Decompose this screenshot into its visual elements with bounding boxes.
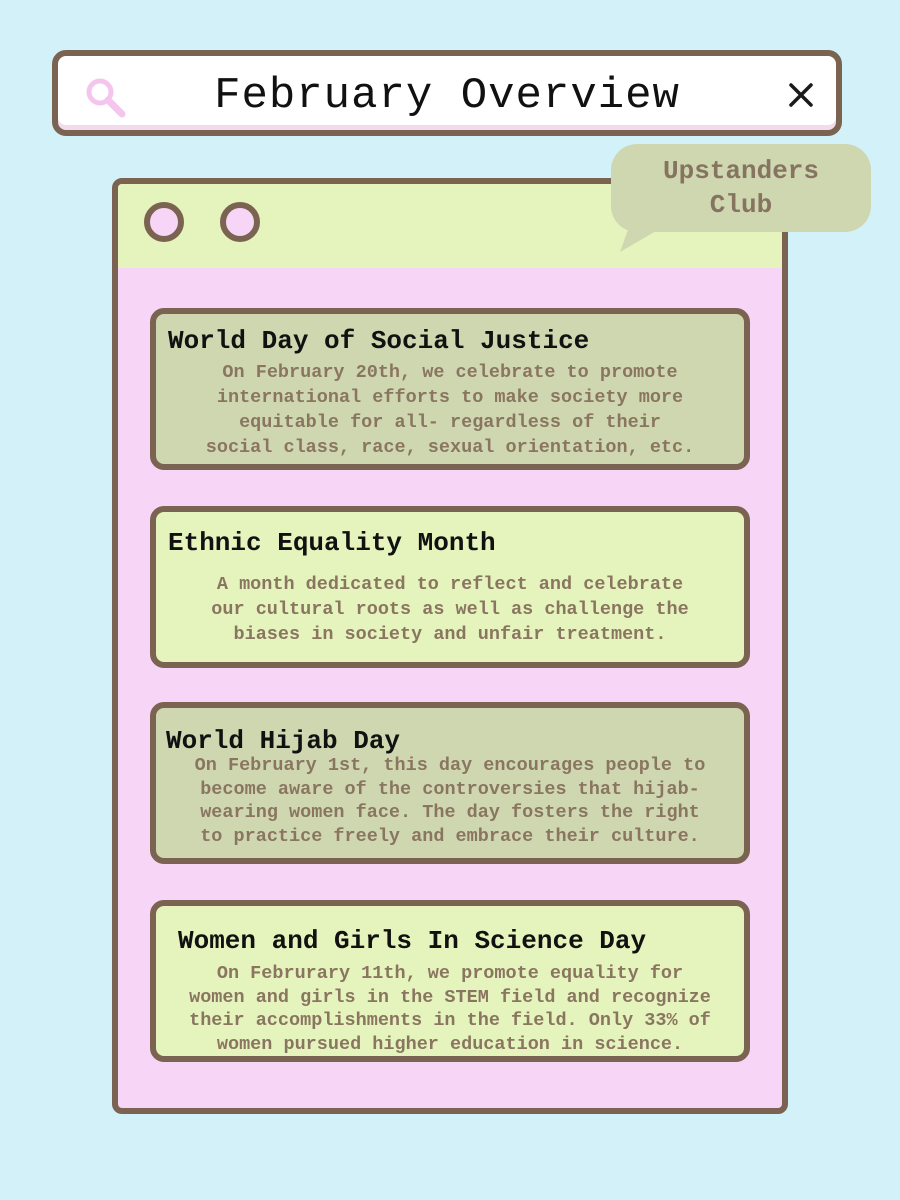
event-card-social-justice <box>150 308 750 470</box>
close-icon[interactable] <box>784 78 818 112</box>
page-title: February Overview <box>214 71 680 121</box>
event-card-description: On February 1st, this day encourages people to become aware of the controversies that hijab- wearing women face. The day fosters the right to practice freely and embrace their culture. <box>194 755 706 847</box>
window-dot-2[interactable] <box>220 202 260 242</box>
event-card-women-in-science <box>150 900 750 1062</box>
speech-bubble-tail-icon <box>620 224 680 254</box>
search-bar[interactable] <box>52 50 842 136</box>
event-card-title: World Hijab Day <box>166 726 401 756</box>
event-card-description: On February 20th, we celebrate to promote international efforts to make society more equitable for all- regardless of their social class, race, sexual orientation, etc. <box>205 362 695 458</box>
window-dot-1[interactable] <box>144 202 184 242</box>
event-card-title: Ethnic Equality Month <box>168 528 496 558</box>
event-card-ethnic-equality <box>150 506 750 668</box>
event-card-title: World Day of Social Justice <box>168 326 590 356</box>
event-card-description: A month dedicated to reflect and celebrate our cultural roots as well as challenge the biases in society and unfair treatment. <box>211 574 689 645</box>
event-card-title: Women and Girls In Science Day <box>178 926 647 956</box>
event-card-description: On Februrary 11th, we promote equality for women and girls in the STEM field and recognize their accomplishments in the field. Only 33% of women pursued higher education in science. <box>189 963 711 1055</box>
club-name: Upstanders Club <box>662 156 820 220</box>
club-speech-bubble <box>611 144 871 232</box>
event-card-hijab-day <box>150 702 750 864</box>
